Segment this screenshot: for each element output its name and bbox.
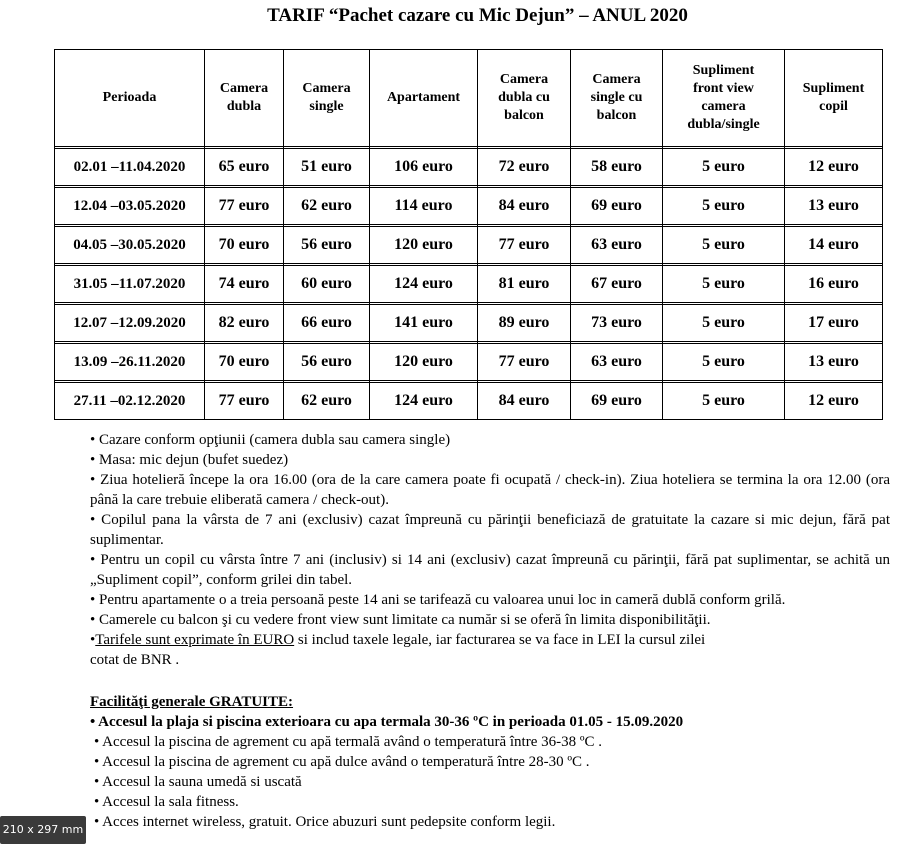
price-cell: 5 euro — [663, 266, 785, 303]
price-cell: 70 euro — [205, 227, 284, 264]
price-cell: 73 euro — [571, 305, 663, 342]
column-header — [663, 50, 785, 147]
price-cell: 63 euro — [571, 344, 663, 381]
period-cell: 12.07 –12.09.2020 — [55, 305, 205, 342]
period-cell: 04.05 –30.05.2020 — [55, 227, 205, 264]
column-header-line: single — [309, 99, 344, 114]
price-cell: 51 euro — [284, 149, 370, 186]
price-cell: 67 euro — [571, 266, 663, 303]
note-item: • Ziua hotelieră începe la ora 16.00 (ora de la care camera poate fi ocupată / check-in). Ziua hoteliera se termina la ora 12.00 (ora până la care trebuie eliberată camera / check-out). — [90, 472, 890, 508]
page-size-badge: 210 x 297 mm — [0, 816, 86, 844]
price-cell: 5 euro — [663, 344, 785, 381]
column-header — [785, 50, 883, 147]
price-cell: 60 euro — [284, 266, 370, 303]
column-header — [571, 50, 663, 147]
column-header-line: front view — [693, 81, 754, 96]
column-header-line: Camera — [499, 72, 549, 87]
table-body — [55, 147, 883, 420]
facilities-list — [90, 732, 890, 832]
column-header — [55, 50, 205, 147]
facility-item: • Accesul la sala fitness. — [94, 794, 239, 810]
price-cell: 5 euro — [663, 188, 785, 225]
period-cell: 02.01 –11.04.2020 — [55, 149, 205, 186]
column-header-line: balcon — [504, 108, 544, 123]
price-cell: 12 euro — [785, 383, 883, 420]
price-cell: 56 euro — [284, 227, 370, 264]
price-cell: 13 euro — [785, 344, 883, 381]
note-item: • Camerele cu balcon şi cu vedere front view sunt limitate ca număr si se oferă în limita disponibilităţii. — [90, 612, 711, 628]
price-cell: 82 euro — [205, 305, 284, 342]
facility-item: • Acces internet wireless, gratuit. Orice abuzuri sunt pedepsite conform legii. — [94, 814, 556, 830]
column-header-line: Apartament — [386, 90, 461, 105]
facilities-title: Facilităţi generale GRATUITE: — [90, 694, 294, 710]
euro-note-underlined: Tarifele sunt exprimate în EURO — [95, 632, 295, 648]
table-row — [55, 305, 883, 342]
price-cell: 77 euro — [205, 383, 284, 420]
column-header-line: camera — [701, 99, 746, 114]
rates-table — [54, 49, 883, 420]
price-cell: 72 euro — [478, 149, 571, 186]
table-row — [55, 344, 883, 381]
price-cell: 13 euro — [785, 188, 883, 225]
table-row — [55, 227, 883, 264]
facility-item: • Accesul la sauna umedă si uscată — [94, 774, 302, 790]
column-header-line: Supliment — [692, 63, 755, 78]
price-cell: 56 euro — [284, 344, 370, 381]
note-item: • Pentru un copil cu vârsta între 7 ani (inclusiv) si 14 ani (exclusiv) cazat împreună cu părinţii, fără pat suplimentar, se achită un „Supliment copil”, conform grilei din tabel. — [90, 552, 890, 588]
price-cell: 84 euro — [478, 188, 571, 225]
price-cell: 77 euro — [478, 227, 571, 264]
column-header-line: copil — [819, 99, 848, 114]
column-header — [205, 50, 284, 147]
note-item: • Masa: mic dejun (bufet suedez) — [90, 452, 289, 468]
table-row — [55, 188, 883, 225]
euro-note — [90, 630, 890, 650]
column-header — [478, 50, 571, 147]
period-cell: 27.11 –02.12.2020 — [55, 383, 205, 420]
column-header-line: dubla cu — [498, 90, 550, 105]
price-cell: 69 euro — [571, 383, 663, 420]
euro-note-bullet: • — [90, 632, 96, 648]
column-header — [370, 50, 478, 147]
column-header — [284, 50, 370, 147]
column-header-line: single cu — [590, 90, 643, 105]
price-cell: 5 euro — [663, 227, 785, 264]
period-cell: 13.09 –26.11.2020 — [55, 344, 205, 381]
price-cell: 124 euro — [370, 383, 478, 420]
column-header-line: Camera — [219, 81, 269, 96]
document-title: TARIF “Pachet cazare cu Mic Dejun” – ANUL 2020 — [267, 5, 688, 26]
price-cell: 63 euro — [571, 227, 663, 264]
price-cell: 5 euro — [663, 383, 785, 420]
price-cell: 84 euro — [478, 383, 571, 420]
price-cell: 74 euro — [205, 266, 284, 303]
price-cell: 77 euro — [478, 344, 571, 381]
facilities-highlight: • Accesul la plaja si piscina exterioara cu apa termala 30-36 ºC in perioada 01.05 - 15.09.2020 — [90, 714, 684, 730]
price-cell: 58 euro — [571, 149, 663, 186]
price-cell: 114 euro — [370, 188, 478, 225]
column-header-line: Supliment — [802, 81, 865, 96]
period-cell: 31.05 –11.07.2020 — [55, 266, 205, 303]
column-header-line: dubla/single — [687, 117, 760, 132]
notes-section — [90, 430, 890, 832]
notes-list — [90, 430, 890, 630]
price-cell: 12 euro — [785, 149, 883, 186]
table-row — [55, 149, 883, 186]
price-cell: 106 euro — [370, 149, 478, 186]
price-cell: 65 euro — [205, 149, 284, 186]
note-item: • Pentru apartamente o a treia persoană peste 14 ani se tarifează cu valoarea unui loc in cameră dublă conform grilă. — [90, 592, 786, 608]
price-cell: 5 euro — [663, 149, 785, 186]
price-cell: 70 euro — [205, 344, 284, 381]
price-cell: 66 euro — [284, 305, 370, 342]
table-header-row — [55, 50, 883, 147]
table-row — [55, 383, 883, 420]
price-cell: 81 euro — [478, 266, 571, 303]
price-cell: 124 euro — [370, 266, 478, 303]
facility-item: • Accesul la piscina de agrement cu apă dulce având o temperatură între 28-30 ºC . — [94, 754, 590, 770]
table-row — [55, 266, 883, 303]
price-cell: 62 euro — [284, 188, 370, 225]
column-header-line: dubla — [226, 99, 262, 114]
price-cell: 17 euro — [785, 305, 883, 342]
column-header-line: balcon — [596, 108, 637, 123]
column-header-line: Camera — [592, 72, 641, 87]
price-cell: 89 euro — [478, 305, 571, 342]
price-cell: 14 euro — [785, 227, 883, 264]
price-cell: 77 euro — [205, 188, 284, 225]
note-item: • Copilul pana la vârsta de 7 ani (exclusiv) cazat împreună cu părinţii beneficiază de gratuitate la cazare si mic dejun, fără pat suplimentar. — [90, 512, 890, 548]
price-cell: 120 euro — [370, 227, 478, 264]
column-header-line: Camera — [302, 81, 351, 96]
price-cell: 5 euro — [663, 305, 785, 342]
price-cell: 141 euro — [370, 305, 478, 342]
note-item: • Cazare conform opţiunii (camera dubla sau camera single) — [90, 432, 451, 448]
price-cell: 16 euro — [785, 266, 883, 303]
price-cell: 62 euro — [284, 383, 370, 420]
price-cell: 120 euro — [370, 344, 478, 381]
price-cell: 69 euro — [571, 188, 663, 225]
euro-note-rest: si includ taxele legale, iar facturarea se va face in LEI la cursul zilei — [294, 632, 706, 648]
facility-item: • Accesul la piscina de agrement cu apă termală având o temperatură între 36-38 ºC . — [94, 734, 603, 750]
period-cell: 12.04 –03.05.2020 — [55, 188, 205, 225]
column-header-line: Perioada — [102, 90, 157, 105]
euro-note-line2: cotat de BNR . — [90, 652, 180, 668]
